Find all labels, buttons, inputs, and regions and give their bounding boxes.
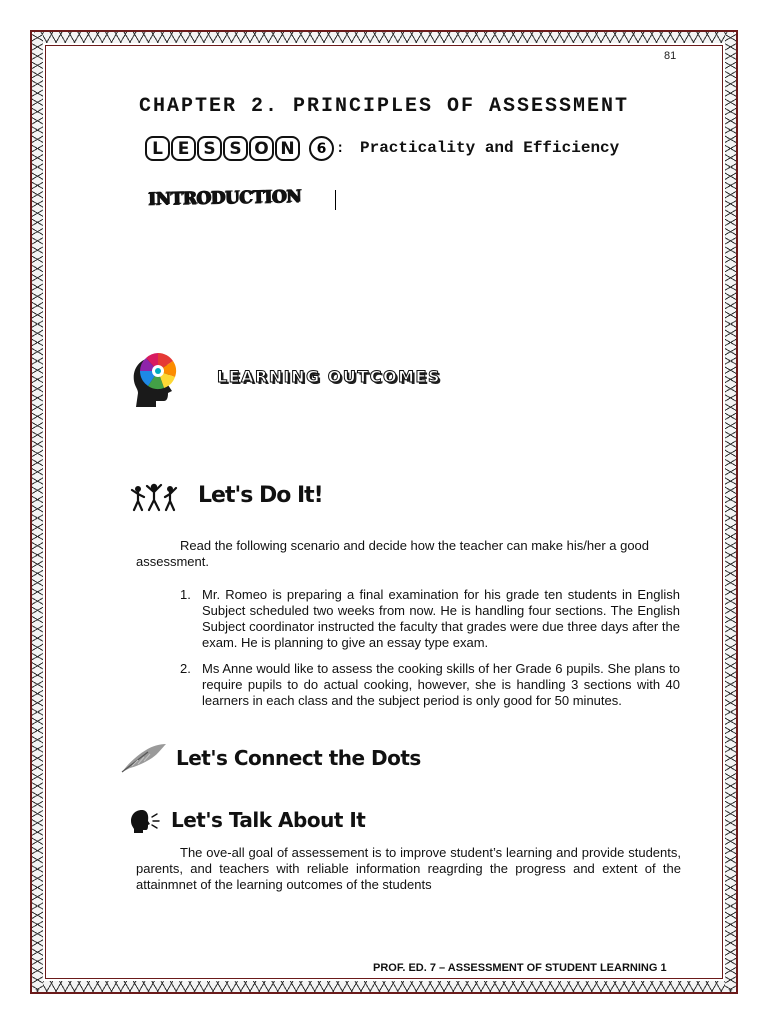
talk-paragraph — [136, 845, 681, 893]
speaking-head-icon — [130, 808, 160, 834]
lets-do-it-heading: Let's Do It! — [198, 483, 323, 508]
lesson-letter: N — [275, 136, 300, 161]
list-item-text: Ms Anne would like to assess the cooking skills of her Grade 6 pupils. She plans to require pupils to do actual cooking, however, she is handling 3 sections with 40 learners in each class and the subject period is only good for 50 minutes. — [202, 661, 680, 708]
lesson-letter: S — [223, 136, 248, 161]
lesson-title: Practicality and Efficiency — [360, 139, 620, 157]
border-pattern-top — [34, 32, 734, 43]
list-item-number: 1. — [180, 587, 191, 602]
introduction-heading: INTRODUCTION — [147, 186, 302, 210]
lesson-letter: S — [197, 136, 222, 161]
border-pattern-left — [32, 34, 43, 990]
chapter-title: CHAPTER 2. PRINCIPLES OF ASSESSMENT — [138, 95, 630, 118]
page-footer: PROF. ED. 7 – ASSESSMENT OF STUDENT LEARNING 1 — [373, 962, 667, 974]
border-pattern-right — [725, 34, 736, 990]
scenario-list — [180, 587, 680, 719]
lets-connect-the-dots-heading: Let's Connect the Dots — [176, 746, 421, 770]
colorful-brain-head-icon — [126, 349, 190, 409]
list-item-text: Mr. Romeo is preparing a final examination for his grade ten students in English Subject scheduled two weeks from now. He is handling four sections. The English Subject coordinator instructed the faculty that grades were due three days after the exam. He is planning to give an essay type exam. — [202, 587, 680, 650]
lesson-letter: E — [171, 136, 196, 161]
people-cheering-icon — [130, 482, 180, 512]
quill-pen-icon — [118, 742, 168, 774]
list-item — [180, 661, 680, 709]
lets-talk-about-it-heading: Let's Talk About It — [171, 808, 366, 832]
lesson-number: 6 — [309, 136, 334, 161]
scenario-instructions — [136, 538, 681, 570]
list-item-number: 2. — [180, 661, 191, 676]
list-item — [180, 587, 680, 651]
lesson-letter: O — [249, 136, 274, 161]
lesson-letter: L — [145, 136, 170, 161]
inner-border — [45, 45, 723, 979]
border-pattern-bottom — [34, 981, 734, 992]
scenario-instructions-text: Read the following scenario and decide how the teacher can make his/her a good assessment. — [136, 538, 650, 569]
lesson-separator: : — [336, 140, 345, 157]
talk-paragraph-text: The ove-all goal of assessement is to improve student’s learning and provide students, parents, and teachers with reliable information reagrding the progress and extent of the attainmnet of the learning outcomes of the students — [136, 845, 681, 892]
lesson-badge — [145, 136, 344, 161]
page-number: 81 — [664, 50, 677, 62]
text-cursor — [335, 190, 336, 210]
learning-outcomes-heading: LEARNING OUTCOMES — [217, 367, 441, 386]
